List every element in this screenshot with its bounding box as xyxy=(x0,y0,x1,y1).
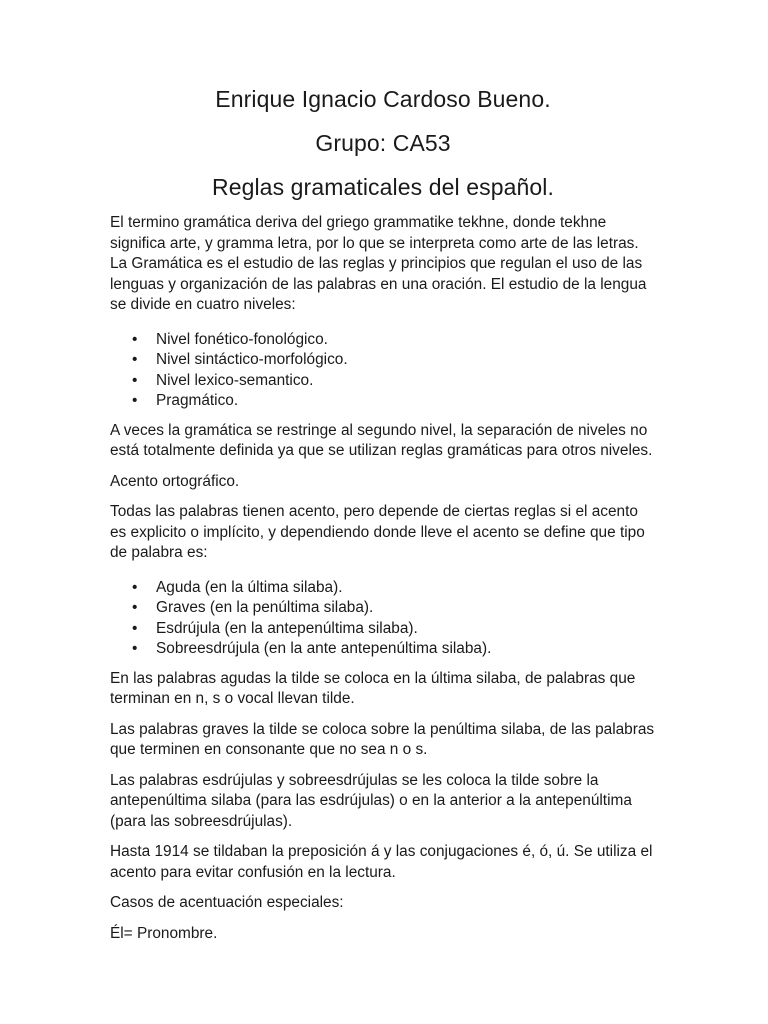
accent-heading: Acento ortográfico. xyxy=(110,472,240,490)
intro-paragraph: El termino gramática deriva del griego grammatike tekhne, donde tekhne significa arte, y gramma letra, por lo que se interpreta como arte de las letras. La Gramática es el estudio de las reglas y principios que regulan el uso de las lenguas y organización de las palabras en una oración. El estudio de la lengua se divide en cuatro niveles: xyxy=(110,214,647,313)
levels-note-paragraph: A veces la gramática se restringe al segundo nivel, la separación de niveles no está totalmente definida ya que se utilizan reglas gramáticas para otros niveles. xyxy=(110,421,653,459)
accent-intro-paragraph: Todas las palabras tienen acento, pero depende de ciertas reglas si el acento es explicito o implícito, y dependiendo donde lleve el acento se define que tipo de palabra es: xyxy=(110,503,645,561)
list-item-text: Nivel fonético-fonológico. xyxy=(156,330,328,348)
list-item-text: Aguda (en la última silaba). xyxy=(156,578,343,596)
bullet-icon: • xyxy=(132,392,138,409)
esdrujulas-paragraph: Las palabras esdrújulas y sobreesdrújulas se les coloca la tilde sobre la antepenúltima silaba (para las esdrújulas) o en la anterior a la antepenúltima (para las sobreesdrújulas). xyxy=(110,771,632,830)
bullet-icon: • xyxy=(132,599,138,616)
special-cases-heading: Casos de acentuación especiales: xyxy=(110,894,344,911)
bullet-icon: • xyxy=(132,578,138,596)
list-item xyxy=(132,391,656,412)
group-label: Grupo: CA53 xyxy=(315,130,451,156)
history-paragraph: Hasta 1914 se tildaban la preposición á y las conjugaciones é, ó, ú. Se utiliza el acento para evitar confusión en la lectura. xyxy=(110,843,653,881)
list-item-text: Nivel lexico-semantico. xyxy=(156,371,314,389)
bullet-icon: • xyxy=(132,351,138,368)
bullet-icon: • xyxy=(132,619,138,637)
levels-list xyxy=(132,330,656,412)
list-item-text: Esdrújula (en la antepenúltima silaba). xyxy=(156,619,418,637)
list-item xyxy=(132,371,656,392)
list-item xyxy=(132,639,656,660)
list-item-text: Pragmático. xyxy=(156,392,239,409)
graves-paragraph: Las palabras graves la tilde se coloca sobre la penúltima silaba, de las palabras que terminen en consonante que no sea n o s. xyxy=(110,720,655,758)
bullet-icon: • xyxy=(132,640,138,657)
bullet-icon: • xyxy=(132,371,138,389)
special-case-item: Él= Pronombre. xyxy=(110,924,218,942)
list-item xyxy=(132,350,656,371)
list-item-text: Sobreesdrújula (en la ante antepenúltima silaba). xyxy=(156,640,492,657)
list-item xyxy=(132,330,656,351)
author-name: Enrique Ignacio Cardoso Bueno. xyxy=(215,86,551,112)
list-item xyxy=(132,598,656,619)
document-title: Reglas gramaticales del español. xyxy=(211,174,554,200)
list-item-text: Graves (en la penúltima silaba). xyxy=(156,599,374,616)
list-item xyxy=(132,578,656,599)
word-types-list xyxy=(132,578,656,660)
list-item-text: Nivel sintáctico-morfológico. xyxy=(156,351,348,368)
list-item xyxy=(132,619,656,640)
bullet-icon: • xyxy=(132,330,138,348)
agudas-paragraph: En las palabras agudas la tilde se coloca en la última silaba, de palabras que terminan en n, s o vocal llevan tilde. xyxy=(110,669,636,707)
